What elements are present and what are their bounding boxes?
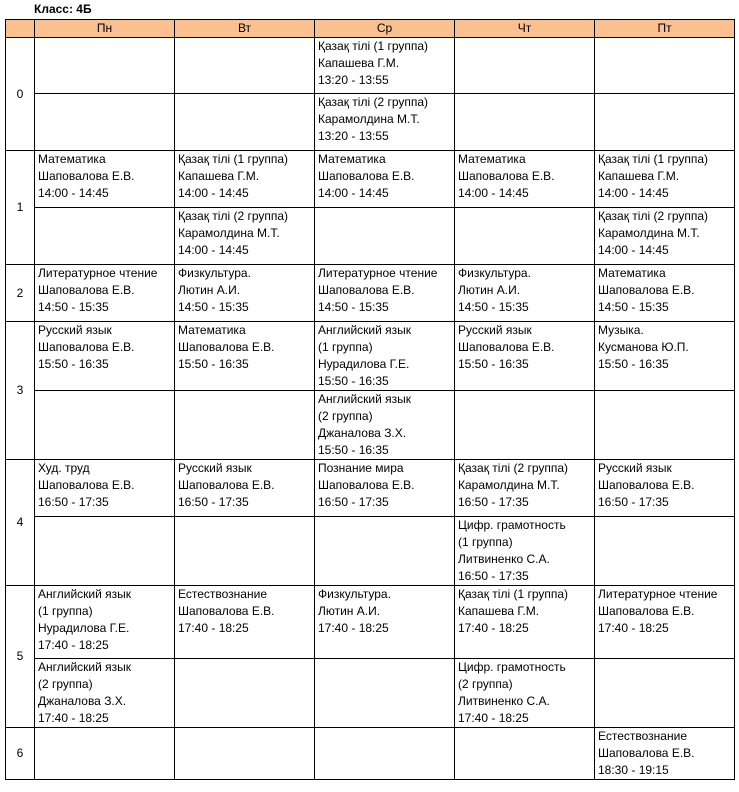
cell-line: Английский язык: [38, 660, 132, 674]
cell-line: 14:00 - 14:45: [458, 186, 529, 200]
cell-line: Математика: [178, 323, 246, 337]
schedule-cell: [175, 94, 315, 151]
day-header: Вт: [175, 20, 315, 38]
cell-line: 18:30 - 19:15: [598, 763, 669, 777]
schedule-cell: [595, 391, 735, 460]
cell-line: 13:20 - 13:55: [318, 129, 389, 143]
lesson-row: [6, 728, 735, 780]
schedule-cell: [175, 517, 315, 586]
schedule-cell: [175, 151, 315, 208]
schedule-cell: [175, 38, 315, 94]
schedule-cell: [595, 38, 735, 94]
cell-line: 17:40 - 18:25: [458, 711, 529, 725]
lesson-row: [6, 322, 735, 391]
schedule-cell: [455, 391, 595, 460]
cell-line: 15:50 - 16:35: [598, 357, 669, 371]
lesson-row: [6, 208, 735, 265]
schedule-cell: [595, 151, 735, 208]
schedule-cell: [315, 659, 455, 728]
lesson-row: [6, 460, 735, 517]
cell-line: 17:40 - 18:25: [38, 711, 109, 725]
cell-line: Қазақ тілі (2 группа): [178, 209, 289, 223]
cell-line: Капашева Г.М.: [318, 56, 400, 70]
cell-line: Лютин А.И.: [458, 283, 521, 297]
schedule-cell: [315, 391, 455, 460]
cell-line: Нурадилова Г.Е.: [318, 357, 410, 371]
cell-line: 13:20 - 13:55: [318, 73, 389, 87]
schedule-cell: [315, 151, 455, 208]
lesson-number: 1: [6, 151, 35, 265]
cell-line: Физкультура.: [318, 587, 391, 601]
cell-line: Қазақ тілі (2 группа): [458, 461, 569, 475]
schedule-cell: [35, 659, 175, 728]
schedule-cell: [595, 208, 735, 265]
cell-line: Кусманова Ю.П.: [598, 340, 689, 354]
cell-line: Карамолдина М.Т.: [178, 226, 280, 240]
cell-line: Познание мира: [318, 461, 404, 475]
cell-line: Английский язык: [38, 587, 132, 601]
cell-line: Лютин А.И.: [318, 604, 381, 618]
cell-line: Капашева Г.М.: [458, 604, 540, 618]
schedule-cell: [175, 460, 315, 517]
schedule-cell: [455, 208, 595, 265]
cell-line: Физкультура.: [178, 266, 251, 280]
cell-line: Русский язык: [178, 461, 252, 475]
cell-line: Карамолдина М.Т.: [318, 112, 420, 126]
cell-line: Литературное чтение: [598, 587, 718, 601]
cell-line: 14:50 - 15:35: [178, 300, 249, 314]
schedule-cell: [315, 322, 455, 391]
cell-line: 14:00 - 14:45: [178, 186, 249, 200]
cell-line: Математика: [598, 266, 666, 280]
cell-line: 14:00 - 14:45: [598, 243, 669, 257]
cell-line: 16:50 - 17:35: [458, 569, 529, 583]
cell-line: (1 группа): [318, 340, 373, 354]
schedule-cell: [315, 38, 455, 94]
cell-line: Шаповалова Е.В.: [318, 283, 415, 297]
lesson-row: [6, 265, 735, 322]
cell-line: Математика: [318, 152, 386, 166]
schedule-cell: [35, 728, 175, 780]
schedule-cell: [175, 659, 315, 728]
schedule-cell: [315, 728, 455, 780]
schedule-cell: [175, 586, 315, 659]
cell-line: Джаналова З.Х.: [318, 426, 407, 440]
cell-line: Литературное чтение: [318, 266, 438, 280]
cell-line: Шаповалова Е.В.: [598, 283, 695, 297]
cell-line: Қазақ тілі (1 группа): [178, 152, 289, 166]
cell-line: Шаповалова Е.В.: [458, 169, 555, 183]
cell-line: 14:50 - 15:35: [38, 300, 109, 314]
cell-line: Шаповалова Е.В.: [38, 340, 135, 354]
day-header: Пн: [35, 20, 175, 38]
cell-line: 14:00 - 14:45: [178, 243, 249, 257]
cell-line: 16:50 - 17:35: [458, 495, 529, 509]
cell-line: Капашева Г.М.: [178, 169, 260, 183]
cell-line: 16:50 - 17:35: [178, 495, 249, 509]
cell-line: Шаповалова Е.В.: [178, 478, 275, 492]
cell-line: Капашева Г.М.: [598, 169, 680, 183]
cell-line: 15:50 - 16:35: [458, 357, 529, 371]
schedule-cell: [315, 586, 455, 659]
schedule-cell: [595, 94, 735, 151]
schedule-cell: [455, 265, 595, 322]
cell-line: 17:40 - 18:25: [178, 621, 249, 635]
cell-line: Карамолдина М.Т.: [598, 226, 700, 240]
cell-line: 14:00 - 14:45: [598, 186, 669, 200]
cell-line: Карамолдина М.Т.: [458, 478, 560, 492]
schedule-cell: [175, 322, 315, 391]
schedule-cell: [455, 586, 595, 659]
cell-line: Джаналова З.Х.: [38, 694, 127, 708]
schedule-cell: [595, 728, 735, 780]
schedule-cell: [175, 208, 315, 265]
cell-line: 16:50 - 17:35: [318, 495, 389, 509]
lesson-number: 5: [6, 586, 35, 728]
lesson-number: 2: [6, 265, 35, 322]
cell-line: Қазақ тілі (1 группа): [458, 587, 569, 601]
cell-line: 15:50 - 16:35: [178, 357, 249, 371]
lesson-row: [6, 517, 735, 586]
cell-line: Шаповалова Е.В.: [318, 478, 415, 492]
cell-line: 15:50 - 16:35: [318, 443, 389, 457]
cell-line: Шаповалова Е.В.: [318, 169, 415, 183]
cell-line: Математика: [458, 152, 526, 166]
lesson-row: [6, 38, 735, 94]
cell-line: (1 группа): [38, 604, 93, 618]
lesson-number: 6: [6, 728, 35, 780]
schedule-cell: [595, 517, 735, 586]
schedule-cell: [455, 659, 595, 728]
cell-line: Худ. труд: [38, 461, 90, 475]
cell-line: Литературное чтение: [38, 266, 158, 280]
cell-line: Лютин А.И.: [178, 283, 241, 297]
cell-line: Шаповалова Е.В.: [38, 283, 135, 297]
day-header: Пт: [595, 20, 735, 38]
lesson-row: [6, 391, 735, 460]
header-row: [6, 20, 735, 38]
schedule-cell: [35, 94, 175, 151]
lesson-number: 4: [6, 460, 35, 586]
schedule-cell: [35, 38, 175, 94]
cell-line: 17:40 - 18:25: [38, 638, 109, 652]
schedule-cell: [455, 38, 595, 94]
lesson-row: [6, 586, 735, 659]
schedule-cell: [35, 265, 175, 322]
cell-line: Литвиненко С.А.: [458, 552, 550, 566]
corner-cell: [6, 20, 35, 38]
cell-line: 17:40 - 18:25: [598, 621, 669, 635]
cell-line: 14:50 - 15:35: [458, 300, 529, 314]
schedule-cell: [315, 208, 455, 265]
schedule-cell: [595, 322, 735, 391]
timetable: [5, 19, 735, 780]
lesson-number: 0: [6, 38, 35, 151]
cell-line: 16:50 - 17:35: [598, 495, 669, 509]
schedule-cell: [315, 517, 455, 586]
cell-line: Шаповалова Е.В.: [598, 746, 695, 760]
schedule-cell: [35, 208, 175, 265]
cell-line: Музыка.: [598, 323, 644, 337]
cell-line: Математика: [38, 152, 106, 166]
cell-line: Қазақ тілі (2 группа): [318, 95, 429, 109]
cell-line: Цифр. грамотность: [458, 660, 566, 674]
schedule-cell: [35, 517, 175, 586]
cell-line: Қазақ тілі (1 группа): [598, 152, 709, 166]
cell-line: Шаповалова Е.В.: [38, 169, 135, 183]
schedule-cell: [175, 265, 315, 322]
schedule-cell: [315, 94, 455, 151]
lesson-number: 3: [6, 322, 35, 460]
cell-line: Естествознание: [178, 587, 267, 601]
schedule-cell: [35, 391, 175, 460]
schedule-cell: [315, 265, 455, 322]
schedule-cell: [455, 322, 595, 391]
schedule-cell: [175, 728, 315, 780]
schedule-cell: [595, 460, 735, 517]
cell-line: Шаповалова Е.В.: [598, 478, 695, 492]
schedule-cell: [315, 460, 455, 517]
lesson-row: [6, 659, 735, 728]
day-header: Чт: [455, 20, 595, 38]
cell-line: Русский язык: [458, 323, 532, 337]
schedule-cell: [455, 517, 595, 586]
cell-line: Қазақ тілі (1 группа): [318, 39, 429, 53]
schedule-cell: [455, 728, 595, 780]
cell-line: 14:50 - 15:35: [598, 300, 669, 314]
cell-line: Шаповалова Е.В.: [38, 478, 135, 492]
cell-line: Қазақ тілі (2 группа): [598, 209, 709, 223]
schedule-cell: [35, 460, 175, 517]
schedule-cell: [35, 586, 175, 659]
schedule-cell: [35, 322, 175, 391]
cell-line: Английский язык: [318, 323, 412, 337]
schedule-cell: [455, 94, 595, 151]
schedule-cell: [455, 460, 595, 517]
cell-line: Английский язык: [318, 392, 412, 406]
schedule-cell: [175, 391, 315, 460]
cell-line: Цифр. грамотность: [458, 518, 566, 532]
cell-line: (2 группа): [318, 409, 373, 423]
lesson-row: [6, 151, 735, 208]
cell-line: (2 группа): [458, 677, 513, 691]
cell-line: Литвиненко С.А.: [458, 694, 550, 708]
cell-line: Нурадилова Г.Е.: [38, 621, 130, 635]
cell-line: Русский язык: [598, 461, 672, 475]
lesson-row: [6, 94, 735, 151]
cell-line: 16:50 - 17:35: [38, 495, 109, 509]
cell-line: Естествознание: [598, 729, 687, 743]
page-title: Класс: 4Б: [34, 2, 92, 16]
cell-line: (1 группа): [458, 535, 513, 549]
cell-line: Русский язык: [38, 323, 112, 337]
schedule-cell: [35, 151, 175, 208]
schedule-cell: [595, 265, 735, 322]
cell-line: Шаповалова Е.В.: [458, 340, 555, 354]
schedule-cell: [455, 151, 595, 208]
schedule-cell: [595, 659, 735, 728]
schedule-cell: [595, 586, 735, 659]
cell-line: 14:00 - 14:45: [318, 186, 389, 200]
cell-line: 15:50 - 16:35: [318, 374, 389, 388]
cell-line: (2 группа): [38, 677, 93, 691]
cell-line: 15:50 - 16:35: [38, 357, 109, 371]
cell-line: 17:40 - 18:25: [318, 621, 389, 635]
cell-line: 14:00 - 14:45: [38, 186, 109, 200]
cell-line: 17:40 - 18:25: [458, 621, 529, 635]
cell-line: 14:50 - 15:35: [318, 300, 389, 314]
cell-line: Шаповалова Е.В.: [178, 604, 275, 618]
cell-line: Физкультура.: [458, 266, 531, 280]
cell-line: Шаповалова Е.В.: [598, 604, 695, 618]
day-header: Ср: [315, 20, 455, 38]
cell-line: Шаповалова Е.В.: [178, 340, 275, 354]
